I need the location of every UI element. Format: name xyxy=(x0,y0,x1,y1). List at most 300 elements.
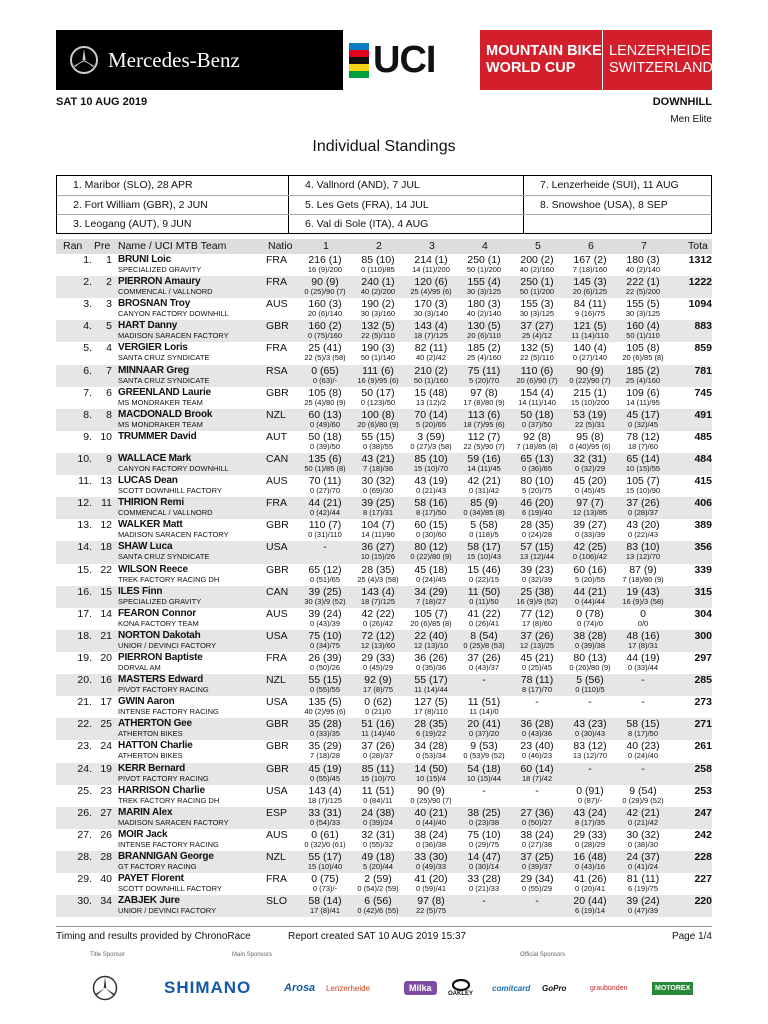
rider-total: 258 xyxy=(694,762,712,775)
round-4-points: 185 (2) xyxy=(467,342,501,355)
round-5-points: 80 (10) xyxy=(520,475,554,488)
rider-team: KONA FACTORY TEAM xyxy=(118,618,199,628)
rider-name: PAYET Florent xyxy=(118,873,184,885)
round-4-detail: 15 (10)/43 xyxy=(466,552,502,562)
round-3-detail: 0 (53)/34 xyxy=(415,751,447,761)
rider-nation: NZL xyxy=(266,674,286,687)
rider-team: INTENSE FACTORY RACING xyxy=(118,839,219,849)
round-5-points: 78 (11) xyxy=(520,674,554,687)
table-row[interactable] xyxy=(56,851,712,873)
rider-total: 415 xyxy=(694,475,712,488)
round-1-detail: 0 (54)/33 xyxy=(309,817,341,827)
rider-nation: USA xyxy=(266,541,288,554)
rider-plate: 2 xyxy=(106,276,112,289)
round-2-points: 132 (5) xyxy=(361,320,395,333)
rider-team: SANTA CRUZ SYNDICATE xyxy=(118,375,210,385)
round-3-detail: 0 (44)/40 xyxy=(415,817,447,827)
mercedes-star-icon xyxy=(70,46,98,74)
rider-nation: AUS xyxy=(266,607,288,620)
rider-total: 1222 xyxy=(688,276,712,289)
rider-team: MADISON SARACEN FACTORY xyxy=(118,817,229,827)
rider-total: 339 xyxy=(694,563,712,576)
round-4-points: 11 (50) xyxy=(467,585,501,598)
round-2-detail: 14 (11)/90 xyxy=(361,530,395,540)
round-2-detail: 0 (123)/50 xyxy=(360,397,396,407)
round-6-points: 90 (9) xyxy=(576,364,604,377)
rider-name: MARIN Alex xyxy=(118,806,173,818)
rider-plate: 9 xyxy=(106,452,112,465)
uci-rainbow-stripes-icon xyxy=(349,43,369,78)
round-7-detail: 40 (2)/140 xyxy=(625,265,661,274)
round-7-points: - xyxy=(641,762,645,775)
round-6-detail: 15 (10)/200 xyxy=(570,397,610,407)
round-2-points: 190 (2) xyxy=(361,298,395,311)
round-3-points: 40 (21) xyxy=(414,806,448,819)
round-3-detail: 0 (35)/36 xyxy=(415,662,447,672)
round-3-points: 34 (29) xyxy=(414,585,448,598)
round-3-detail: 7 (18)/27 xyxy=(415,596,447,606)
rider-rank: 19. xyxy=(77,651,92,664)
round-4-detail: 22 (5)/90 (7) xyxy=(463,441,505,451)
round-2-detail: 50 (1)/140 xyxy=(360,353,396,363)
table-row[interactable] xyxy=(56,365,712,387)
round-3-points: 120 (6) xyxy=(414,276,448,289)
round-6-detail: 0 (39)/38 xyxy=(574,640,606,650)
rider-plate: 15 xyxy=(100,585,112,598)
rider-total: 406 xyxy=(694,497,712,510)
round-5-detail: 0 (37)/50 xyxy=(521,419,553,429)
rider-rank: 25. xyxy=(77,784,92,797)
round-6-detail: 0 (33)/39 xyxy=(574,530,606,540)
oakley-logo xyxy=(448,970,473,1006)
round-2-detail: 7 (18)/36 xyxy=(362,463,394,473)
round-3-points: 97 (8) xyxy=(417,895,445,908)
col-round-1: 1 xyxy=(323,240,329,252)
lenzerheide-logo: Lenzerheide xyxy=(326,983,371,993)
arosa-logo: Arosa xyxy=(284,982,316,994)
round-5-detail: 20 (6)/90 (7) xyxy=(516,375,558,385)
round-3-detail: 0 (25)/90 (7) xyxy=(410,795,452,805)
round-6-points: - xyxy=(588,696,592,709)
rider-nation: CAN xyxy=(266,452,289,465)
round-7-detail: 0 (41)/24 xyxy=(627,861,659,871)
round-2-detail: 5 (20)/44 xyxy=(362,861,394,871)
round-1-detail: 0 (32)/0 (61) xyxy=(304,839,346,849)
table-row[interactable] xyxy=(56,740,712,762)
round-4-detail: 5 (20)/70 xyxy=(468,375,500,385)
round-5-points: 23 (40) xyxy=(520,740,554,753)
shimano-logo: SHIMANO xyxy=(164,978,252,997)
round-4-detail: 14 (11)/45 xyxy=(467,463,501,473)
table-row[interactable] xyxy=(56,320,712,342)
round-4-detail: 40 (2)/140 xyxy=(466,309,502,319)
rounds-row xyxy=(57,214,711,233)
round-2-detail: 30 (3)/160 xyxy=(360,309,396,319)
round-5-detail: 16 (9)/9 (52) xyxy=(516,596,558,606)
round-2-points: 55 (15) xyxy=(361,430,395,443)
round-3-detail: 6 (19)/22 xyxy=(415,729,447,739)
round-2-points: 36 (27) xyxy=(361,541,395,554)
round-4-detail: 20 (6)/110 xyxy=(467,331,501,341)
rider-rank: 6. xyxy=(83,364,92,377)
round-1-detail: 0 (55)/55 xyxy=(309,685,341,695)
round-5-detail: 12 (13)/25 xyxy=(519,640,555,650)
round-3-points: 170 (3) xyxy=(414,298,448,311)
table-row[interactable] xyxy=(56,895,712,917)
round-6-detail: 0 (87)/- xyxy=(577,795,603,805)
round-1-points: 0 (75) xyxy=(311,873,339,886)
round-1-detail: 0 (51)/65 xyxy=(309,574,341,584)
round-2-detail: 12 (13)/60 xyxy=(360,640,396,650)
round-4-detail: 0 (21)/33 xyxy=(468,884,500,894)
round-3-detail: 0 (27)/3 (58) xyxy=(410,441,452,451)
round-5-points: 57 (15) xyxy=(520,541,554,554)
round-7-detail: 7 (18)/80 (9) xyxy=(622,574,664,584)
rider-nation: CAN xyxy=(266,585,289,598)
rider-team: PIVOT FACTORY RACING xyxy=(118,773,209,783)
round-7-points: 9 (54) xyxy=(629,784,657,797)
round-6-detail: 0 (32)/29 xyxy=(574,463,606,473)
round-5-points: 37 (26) xyxy=(520,629,554,642)
table-row[interactable] xyxy=(56,829,712,851)
rider-rank: 20. xyxy=(77,674,92,687)
table-row[interactable] xyxy=(56,254,712,276)
rider-name: WILSON Reece xyxy=(118,563,188,575)
round-3-detail: 5 (20)/65 xyxy=(415,419,447,429)
round-7-detail: 17 (8)/31 xyxy=(627,640,659,650)
rider-name: LUCAS Dean xyxy=(118,475,178,487)
round-6-detail: 0 (44)/44 xyxy=(574,596,606,606)
rider-team: SANTA CRUZ SYNDICATE xyxy=(118,353,210,363)
rider-name: MACDONALD Brook xyxy=(118,408,213,420)
table-row[interactable] xyxy=(56,763,712,785)
rider-rank: 14. xyxy=(77,541,92,554)
round-4-points: 11 (51) xyxy=(467,696,501,709)
rounds-row xyxy=(57,176,711,195)
round-1-points: 60 (13) xyxy=(308,408,342,421)
round-1-detail: 15 (10)/40 xyxy=(307,861,343,871)
rider-plate: 18 xyxy=(100,541,112,554)
round-7-points: 180 (3) xyxy=(626,254,660,266)
round-3-detail: 14 (11)/200 xyxy=(412,265,450,274)
round-5-detail: 50 (1)/200 xyxy=(519,287,555,297)
round-3-detail: 0 (30)/60 xyxy=(415,530,447,540)
table-row[interactable] xyxy=(56,807,712,829)
rounds-legend xyxy=(56,175,712,234)
rider-team: TREK FACTORY RACING DH xyxy=(118,795,220,805)
round-3-points: 28 (35) xyxy=(414,718,448,731)
round-4-points: 97 (8) xyxy=(470,386,498,399)
rounds-row xyxy=(57,195,711,214)
round-6-points: 32 (31) xyxy=(573,452,607,465)
round-5-detail: 0 (43)/36 xyxy=(521,729,553,739)
rider-total: 242 xyxy=(694,828,712,841)
round-2-detail: 0 (84)/11 xyxy=(363,795,393,805)
round-4-points: 14 (47) xyxy=(467,850,501,863)
round-7-detail: 0 (32)/45 xyxy=(627,419,659,429)
graubunden-logo: graubünden xyxy=(590,984,628,992)
table-row[interactable] xyxy=(56,674,712,696)
round-4-detail: 0 (34)/85 (8) xyxy=(463,508,505,518)
rider-name: MASTERS Edward xyxy=(118,674,203,686)
round-6-detail: 22 (5)/31 xyxy=(574,419,606,429)
round-3-detail: 0 (24)/45 xyxy=(415,574,447,584)
rider-name: WALKER Matt xyxy=(118,519,183,531)
round-5-points: 39 (23) xyxy=(520,563,554,576)
round-4-detail: 30 (3)/125 xyxy=(466,287,502,297)
round-5-detail: 0 (25)/45 xyxy=(521,662,553,672)
round-2-points: 72 (12) xyxy=(361,629,395,642)
rider-name: ILES Finn xyxy=(118,585,163,597)
round-3-detail: 30 (3)/140 xyxy=(413,309,449,319)
table-row[interactable] xyxy=(56,564,712,586)
rider-rank: 5. xyxy=(83,342,92,355)
rider-nation: GBR xyxy=(266,320,289,333)
rider-rank: 30. xyxy=(77,895,92,908)
round-7-points: 185 (2) xyxy=(626,364,660,377)
round-2-points: 111 (6) xyxy=(362,364,394,377)
round-3-points: 22 (40) xyxy=(414,629,448,642)
table-row[interactable] xyxy=(56,519,712,541)
rider-total: 859 xyxy=(694,342,712,355)
venue-line-2: SWITZERLAND xyxy=(609,60,713,76)
rider-plate: 4 xyxy=(106,342,112,355)
rider-nation: USA xyxy=(266,629,288,642)
rider-team: MS MONDRAKER TEAM xyxy=(118,419,203,429)
rider-plate: 23 xyxy=(100,784,112,797)
round-1-detail: 16 (9)/200 xyxy=(307,265,343,274)
round-7-detail: 0 (28)/37 xyxy=(627,508,659,518)
round-5-points: 36 (28) xyxy=(520,718,554,731)
rider-plate: 26 xyxy=(100,828,112,841)
rider-nation: NZL xyxy=(266,850,286,863)
round-3-detail: 25 (4)/95 (6) xyxy=(410,287,452,297)
gopro-logo: GoPro xyxy=(542,983,567,993)
table-row[interactable] xyxy=(56,453,712,475)
round-6-detail: 7 (18)/160 xyxy=(572,265,608,274)
round-3-points: 36 (26) xyxy=(414,651,448,664)
rider-plate: 20 xyxy=(100,651,112,664)
round-6-points: 140 (4) xyxy=(573,342,607,355)
round-1-points: 160 (2) xyxy=(308,320,342,333)
round-4-points: 15 (46) xyxy=(467,563,501,576)
round-7-detail: 15 (10)/90 xyxy=(625,486,661,496)
rider-plate: 3 xyxy=(106,298,112,311)
round-6-points: 20 (44) xyxy=(573,895,607,908)
round-3-points: 82 (11) xyxy=(414,342,448,355)
round-entry xyxy=(524,215,711,233)
round-7-points: 105 (8) xyxy=(626,342,660,355)
round-4-points: 38 (25) xyxy=(467,806,501,819)
table-row[interactable] xyxy=(56,608,712,630)
round-3-detail: 13 (12)/2 xyxy=(415,397,447,407)
rider-team: COMMENCAL / VALLNORD xyxy=(118,508,213,518)
table-row[interactable] xyxy=(56,276,712,298)
round-6-detail: 0 (110)/5 xyxy=(575,685,605,695)
rider-nation: GBR xyxy=(266,519,289,532)
round-4-points: 180 (3) xyxy=(467,298,501,311)
round-5-detail: 0 (27)/38 xyxy=(521,839,553,849)
rider-rank: 13. xyxy=(77,519,92,532)
round-1-points: 160 (3) xyxy=(308,298,342,311)
round-7-detail: 0 (24)/40 xyxy=(627,751,659,761)
rider-nation: FRA xyxy=(266,276,287,289)
round-3-detail: 0 (22)/80 (9) xyxy=(410,552,452,562)
rider-plate: 34 xyxy=(100,895,112,908)
round-3-detail: 0 (21)/43 xyxy=(415,486,447,496)
table-row[interactable] xyxy=(56,652,712,674)
round-3-detail: 10 (15)/4 xyxy=(415,773,447,783)
round-6-detail: 0 (74)/0 xyxy=(577,618,603,628)
round-3-points: 105 (7) xyxy=(414,607,448,620)
round-1-points: 216 (1) xyxy=(308,254,342,266)
round-2-points: 2 (59) xyxy=(364,873,392,886)
round-1-detail: 17 (8)/41 xyxy=(309,906,341,916)
round-2-detail: 11 (14)/40 xyxy=(361,729,395,739)
rider-total: 247 xyxy=(694,806,712,819)
round-7-points: 43 (20) xyxy=(626,519,660,532)
round-7-points: 222 (1) xyxy=(626,276,660,289)
round-entry: 7. Lenzerheide (SUI), 11 AUG xyxy=(540,179,679,191)
round-7-detail: 18 (7)/60 xyxy=(627,441,659,451)
table-row[interactable] xyxy=(56,475,712,497)
round-6-points: 215 (1) xyxy=(573,386,607,399)
round-4-points: 112 (7) xyxy=(467,430,501,443)
venue-line-1: LENZERHEIDE xyxy=(609,43,711,59)
round-1-points: 105 (8) xyxy=(308,386,342,399)
round-6-points: 97 (7) xyxy=(576,497,604,510)
rider-rank: 28. xyxy=(77,850,92,863)
rider-nation: GBR xyxy=(266,762,289,775)
table-row[interactable] xyxy=(56,497,712,519)
rider-name: GWIN Aaron xyxy=(118,696,175,708)
round-1-points: 35 (29) xyxy=(308,740,342,753)
rider-plate: 25 xyxy=(100,718,112,731)
round-3-detail: 11 (14)/44 xyxy=(414,685,448,695)
round-6-detail: 5 (20)/55 xyxy=(574,574,606,584)
rider-total: 356 xyxy=(694,541,712,554)
rider-name: THIRION Remi xyxy=(118,497,184,509)
round-1-detail: 0 (50)/26 xyxy=(309,662,341,672)
round-5-detail: 0 (46)/23 xyxy=(521,751,553,761)
round-2-detail: 0 (69)/30 xyxy=(362,486,394,496)
round-2-points: 43 (21) xyxy=(361,452,395,465)
round-5-points: 110 (6) xyxy=(520,364,554,377)
round-4-points: 75 (10) xyxy=(467,828,501,841)
col-round-4: 4 xyxy=(482,240,488,252)
table-row[interactable] xyxy=(56,431,712,453)
table-row[interactable] xyxy=(56,873,712,895)
round-5-points: 250 (1) xyxy=(520,276,554,289)
table-row[interactable] xyxy=(56,298,712,320)
round-2-detail: 17 (8)/75 xyxy=(362,685,394,695)
rider-nation: AUS xyxy=(266,828,288,841)
round-2-detail: 22 (5)/110 xyxy=(361,331,395,341)
rider-name: FEARON Connor xyxy=(118,607,196,619)
rider-rank: 3. xyxy=(83,298,92,311)
rider-rank: 15. xyxy=(77,563,92,576)
col-rank: Ran xyxy=(63,240,83,252)
rider-name: ZABJEK Jure xyxy=(118,895,180,907)
round-3-points: 214 (1) xyxy=(414,254,448,266)
rider-nation: GBR xyxy=(266,718,289,731)
round-6-detail: 20 (6)/125 xyxy=(572,287,608,297)
rider-rank: 18. xyxy=(77,629,92,642)
standings-table-body xyxy=(56,254,712,917)
round-4-detail: 0 (25)/8 (53) xyxy=(463,640,505,650)
round-4-detail: 0 (22)/15 xyxy=(468,574,500,584)
round-2-detail: 16 (9)/95 (6) xyxy=(357,375,399,385)
round-2-points: 30 (32) xyxy=(361,475,395,488)
discipline: DOWNHILL xyxy=(652,96,712,108)
rider-name: HART Danny xyxy=(118,320,178,332)
table-row[interactable] xyxy=(56,541,712,563)
round-7-detail: 13 (12)/70 xyxy=(625,552,661,562)
round-7-points: 48 (16) xyxy=(626,629,660,642)
round-entry: 4. Vallnord (AND), 7 JUL xyxy=(289,176,524,195)
round-2-detail: 0 (110)/85 xyxy=(361,265,395,274)
rider-team: MADISON SARACEN FACTORY xyxy=(118,530,229,540)
round-1-points: 33 (31) xyxy=(308,806,342,819)
col-round-3: 3 xyxy=(429,240,435,252)
round-6-points: 45 (20) xyxy=(573,475,607,488)
table-row[interactable] xyxy=(56,718,712,740)
round-7-points: 42 (21) xyxy=(626,806,660,819)
round-4-points: 20 (41) xyxy=(467,718,501,731)
round-2-points: 190 (3) xyxy=(361,342,395,355)
round-5-points: 77 (12) xyxy=(520,607,554,620)
round-3-points: 60 (15) xyxy=(414,519,448,532)
table-row[interactable] xyxy=(56,785,712,807)
round-3-points: 90 (9) xyxy=(417,784,445,797)
round-6-points: 145 (3) xyxy=(573,276,607,289)
table-row[interactable] xyxy=(56,696,712,718)
round-4-detail: 0 (30)/14 xyxy=(468,861,500,871)
round-entry: 1. Maribor (SLO), 28 APR xyxy=(57,176,289,195)
round-7-points: 58 (15) xyxy=(626,718,660,731)
round-5-points: 37 (27) xyxy=(520,320,554,333)
round-7-points: 30 (32) xyxy=(626,828,660,841)
table-row[interactable] xyxy=(56,387,712,409)
round-6-detail: 11 (14)/110 xyxy=(571,331,609,341)
motorex-logo xyxy=(652,970,693,1006)
round-3-points: 38 (24) xyxy=(414,828,448,841)
round-1-detail: 0 (27)/70 xyxy=(309,486,341,496)
round-4-detail: 0 (26)/41 xyxy=(468,618,500,628)
round-6-detail: 0 (22)/90 (7) xyxy=(569,375,611,385)
col-round-2: 2 xyxy=(376,240,382,252)
rider-nation: GBR xyxy=(266,563,289,576)
round-2-points: 50 (17) xyxy=(361,386,395,399)
round-3-points: 143 (4) xyxy=(414,320,448,333)
round-7-points: 39 (24) xyxy=(626,895,660,908)
rider-name: WALLACE Mark xyxy=(118,452,192,464)
round-1-detail: 0 (75)/160 xyxy=(307,331,343,341)
rider-name: TRUMMER David xyxy=(118,430,197,442)
round-7-points: 109 (6) xyxy=(626,386,660,399)
table-row[interactable] xyxy=(56,342,712,364)
round-4-detail: 0 (11)/50 xyxy=(469,596,499,606)
rider-total: 220 xyxy=(694,895,712,908)
round-3-points: 210 (2) xyxy=(414,364,448,377)
round-5-detail: 25 (4)/12 xyxy=(521,331,553,341)
table-row[interactable] xyxy=(56,630,712,652)
rider-team: MADISON SARACEN FACTORY xyxy=(118,331,229,341)
table-row[interactable] xyxy=(56,409,712,431)
table-row[interactable] xyxy=(56,586,712,608)
rider-team: PIVOT FACTORY RACING xyxy=(118,685,209,695)
round-5-detail: 22 (5)/110 xyxy=(520,353,554,363)
